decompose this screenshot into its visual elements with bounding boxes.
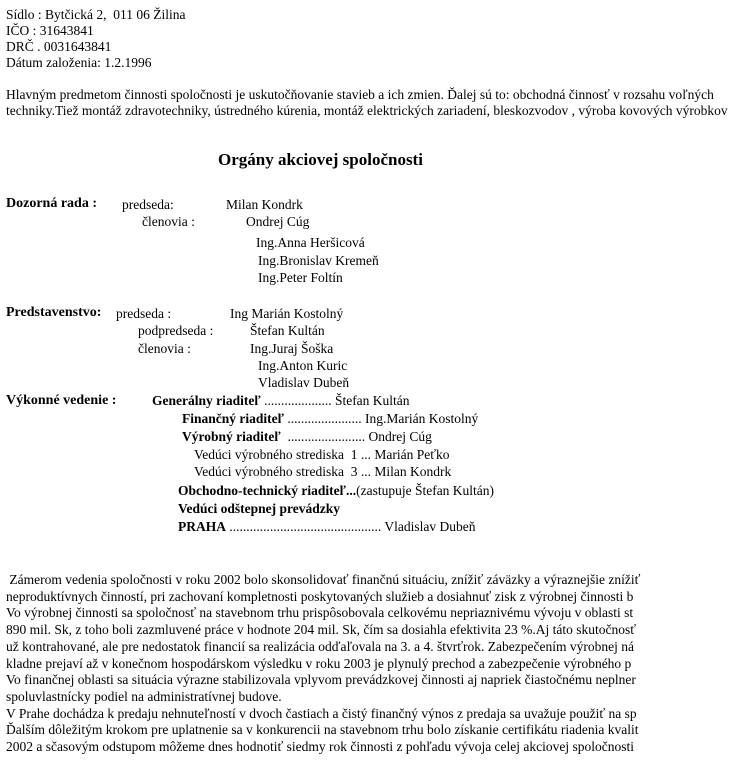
supervisory-member: Ing.Anna Heršicová (256, 235, 365, 250)
production-director-name: Ondrej Cúg (368, 429, 432, 444)
general-director-name: Štefan Kultán (334, 393, 410, 408)
company-drc: DRČ . 0031643841 (6, 39, 112, 54)
plant-head-1: Vedúci výrobného strediska 1 ... Marián Peťko (194, 447, 450, 462)
production-director-row (182, 428, 432, 445)
company-ico: IČO : 31643841 (6, 23, 94, 38)
plant-head-3: Vedúci výrobného strediska 3 ... Milan Kondrk (194, 464, 452, 479)
board-member: Ing.Anton Kuric (258, 358, 348, 373)
body-line: Vo výrobnej činnosti sa spoločnosť na stavebnom trhu prispôsobovala celkovému nepriaznivému vývoju v oblasti st (6, 605, 634, 620)
board-member: Vladislav Dubeň (258, 375, 350, 390)
board-label: Predstavenstvo: (6, 305, 102, 320)
supervisory-chair-name: Milan Kondrk (226, 197, 303, 212)
general-director-title: Generálny riaditeľ (152, 393, 261, 408)
body-line: 2002 a sčasovým odstupom môžeme dnes hodnotiť siedmy rok činnosti z pohľadu vývoja celej akciovej spoločnosti (6, 739, 635, 754)
body-line: Vo finančnej oblasti sa situácia výrazne stabilizovala vplyvom prevádzkovej činnosti aj napriek čiastočnému neplner (6, 672, 636, 687)
prague-label: PRAHA (178, 519, 226, 534)
supervisory-member: Ing.Bronislav Kremeň (258, 253, 379, 268)
production-director-title: Výrobný riaditeľ (182, 429, 281, 444)
general-director-row (152, 392, 410, 409)
commercial-director-row (178, 482, 494, 499)
dot-leader: .................... (260, 393, 335, 408)
intro-line-2: techniky.Tiež montáž zdravotechniky, ústredného kúrenia, montáž elektrických zariadení, bleskozvodov , výroba kovových výrobkov (6, 103, 728, 118)
body-line: 890 mil. Sk, z toho boli zazmluvené práce v hodnote 204 mil. Sk, čím sa dosiahla efektivita 23 %.Aj táto skutočnosť (6, 622, 637, 637)
intro-line-1: Hlavným predmetom činnosti spoločnosti je uskutočňovanie stavieb a ich zmien. Ďalej sú to: obchodná činnosť v rozsahu voľných (6, 87, 714, 102)
board-chair-name: Ing Marián Kostolný (230, 306, 344, 321)
section-title: Orgány akciovej spoločnosti (218, 150, 423, 169)
dot-leader: ............................................. (226, 519, 385, 534)
company-seat: Sídlo : Bytčická 2, 011 06 Žilina (6, 7, 186, 22)
branch-head-title: Vedúci odštepnej prevádzky (178, 501, 341, 516)
board-vicechair-name: Štefan Kultán (250, 323, 325, 338)
body-line: Zámerom vedenia spoločnosti v roku 2002 bolo skonsolidovať finančnú situáciu, znížiť záväzky a výraznejšie znížiť (6, 572, 641, 587)
finance-director-row (182, 410, 478, 427)
finance-director-title: Finančný riaditeľ (182, 411, 284, 426)
board-chair-role: predseda : (116, 306, 172, 321)
supervisory-member: Ondrej Cúg (246, 214, 310, 229)
body-line: Ďalším dôležitým krokom pre uplatnenie sa v konkurencii na stavebnom trhu bolo získanie certifikátu riadenia kvalit (6, 722, 639, 737)
executive-label: Výkonné vedenie : (6, 393, 117, 408)
body-line: spoluvlastnícky podiel na administratívnej budove. (6, 689, 282, 704)
body-line: kladne prejaví až v konečnom hospodárskom výsledku v roku 2003 je plynulý prechod a zabezpečenie výrobného p (6, 656, 632, 671)
body-line: V Prahe dochádza k predaju nehnuteľností v dvoch častiach a čistý finančný výnos z predaja sa uvažuje použiť na sp (6, 706, 637, 721)
commercial-director-title: Obchodno-technický riaditeľ... (178, 483, 357, 498)
supervisory-members-role: členovia : (142, 214, 195, 229)
prague-branch-row (178, 518, 476, 535)
body-line: neproduktívnych činností, pri zachovaní kompletnosti poskytovaných služieb a dosiahnuť zisk z výrobnej činnosti b (6, 589, 634, 604)
founding-date: Dátum založenia: 1.2.1996 (6, 55, 152, 70)
body-line: už kontrahované, ale pre nedostatok financií sa realizácia odďaľovala na 3. a 4. štvrťrok. Zabezpečením výrobnej ná (6, 639, 634, 654)
finance-director-name: Ing.Marián Kostolný (364, 411, 479, 426)
board-vicechair-role: podpredseda : (138, 323, 214, 338)
dot-leader: ....................... (280, 429, 369, 444)
prague-branch-head: Vladislav Dubeň (384, 519, 476, 534)
supervisory-member: Ing.Peter Foltín (258, 270, 343, 285)
dot-leader: ...................... (283, 411, 365, 426)
supervisory-board-label: Dozorná rada : (6, 196, 97, 211)
commercial-director-note: (zastupuje Štefan Kultán) (356, 483, 495, 498)
supervisory-chair-role: predseda: (122, 197, 174, 212)
board-member: Ing.Juraj Šoška (250, 341, 334, 356)
board-members-role: členovia : (138, 341, 191, 356)
